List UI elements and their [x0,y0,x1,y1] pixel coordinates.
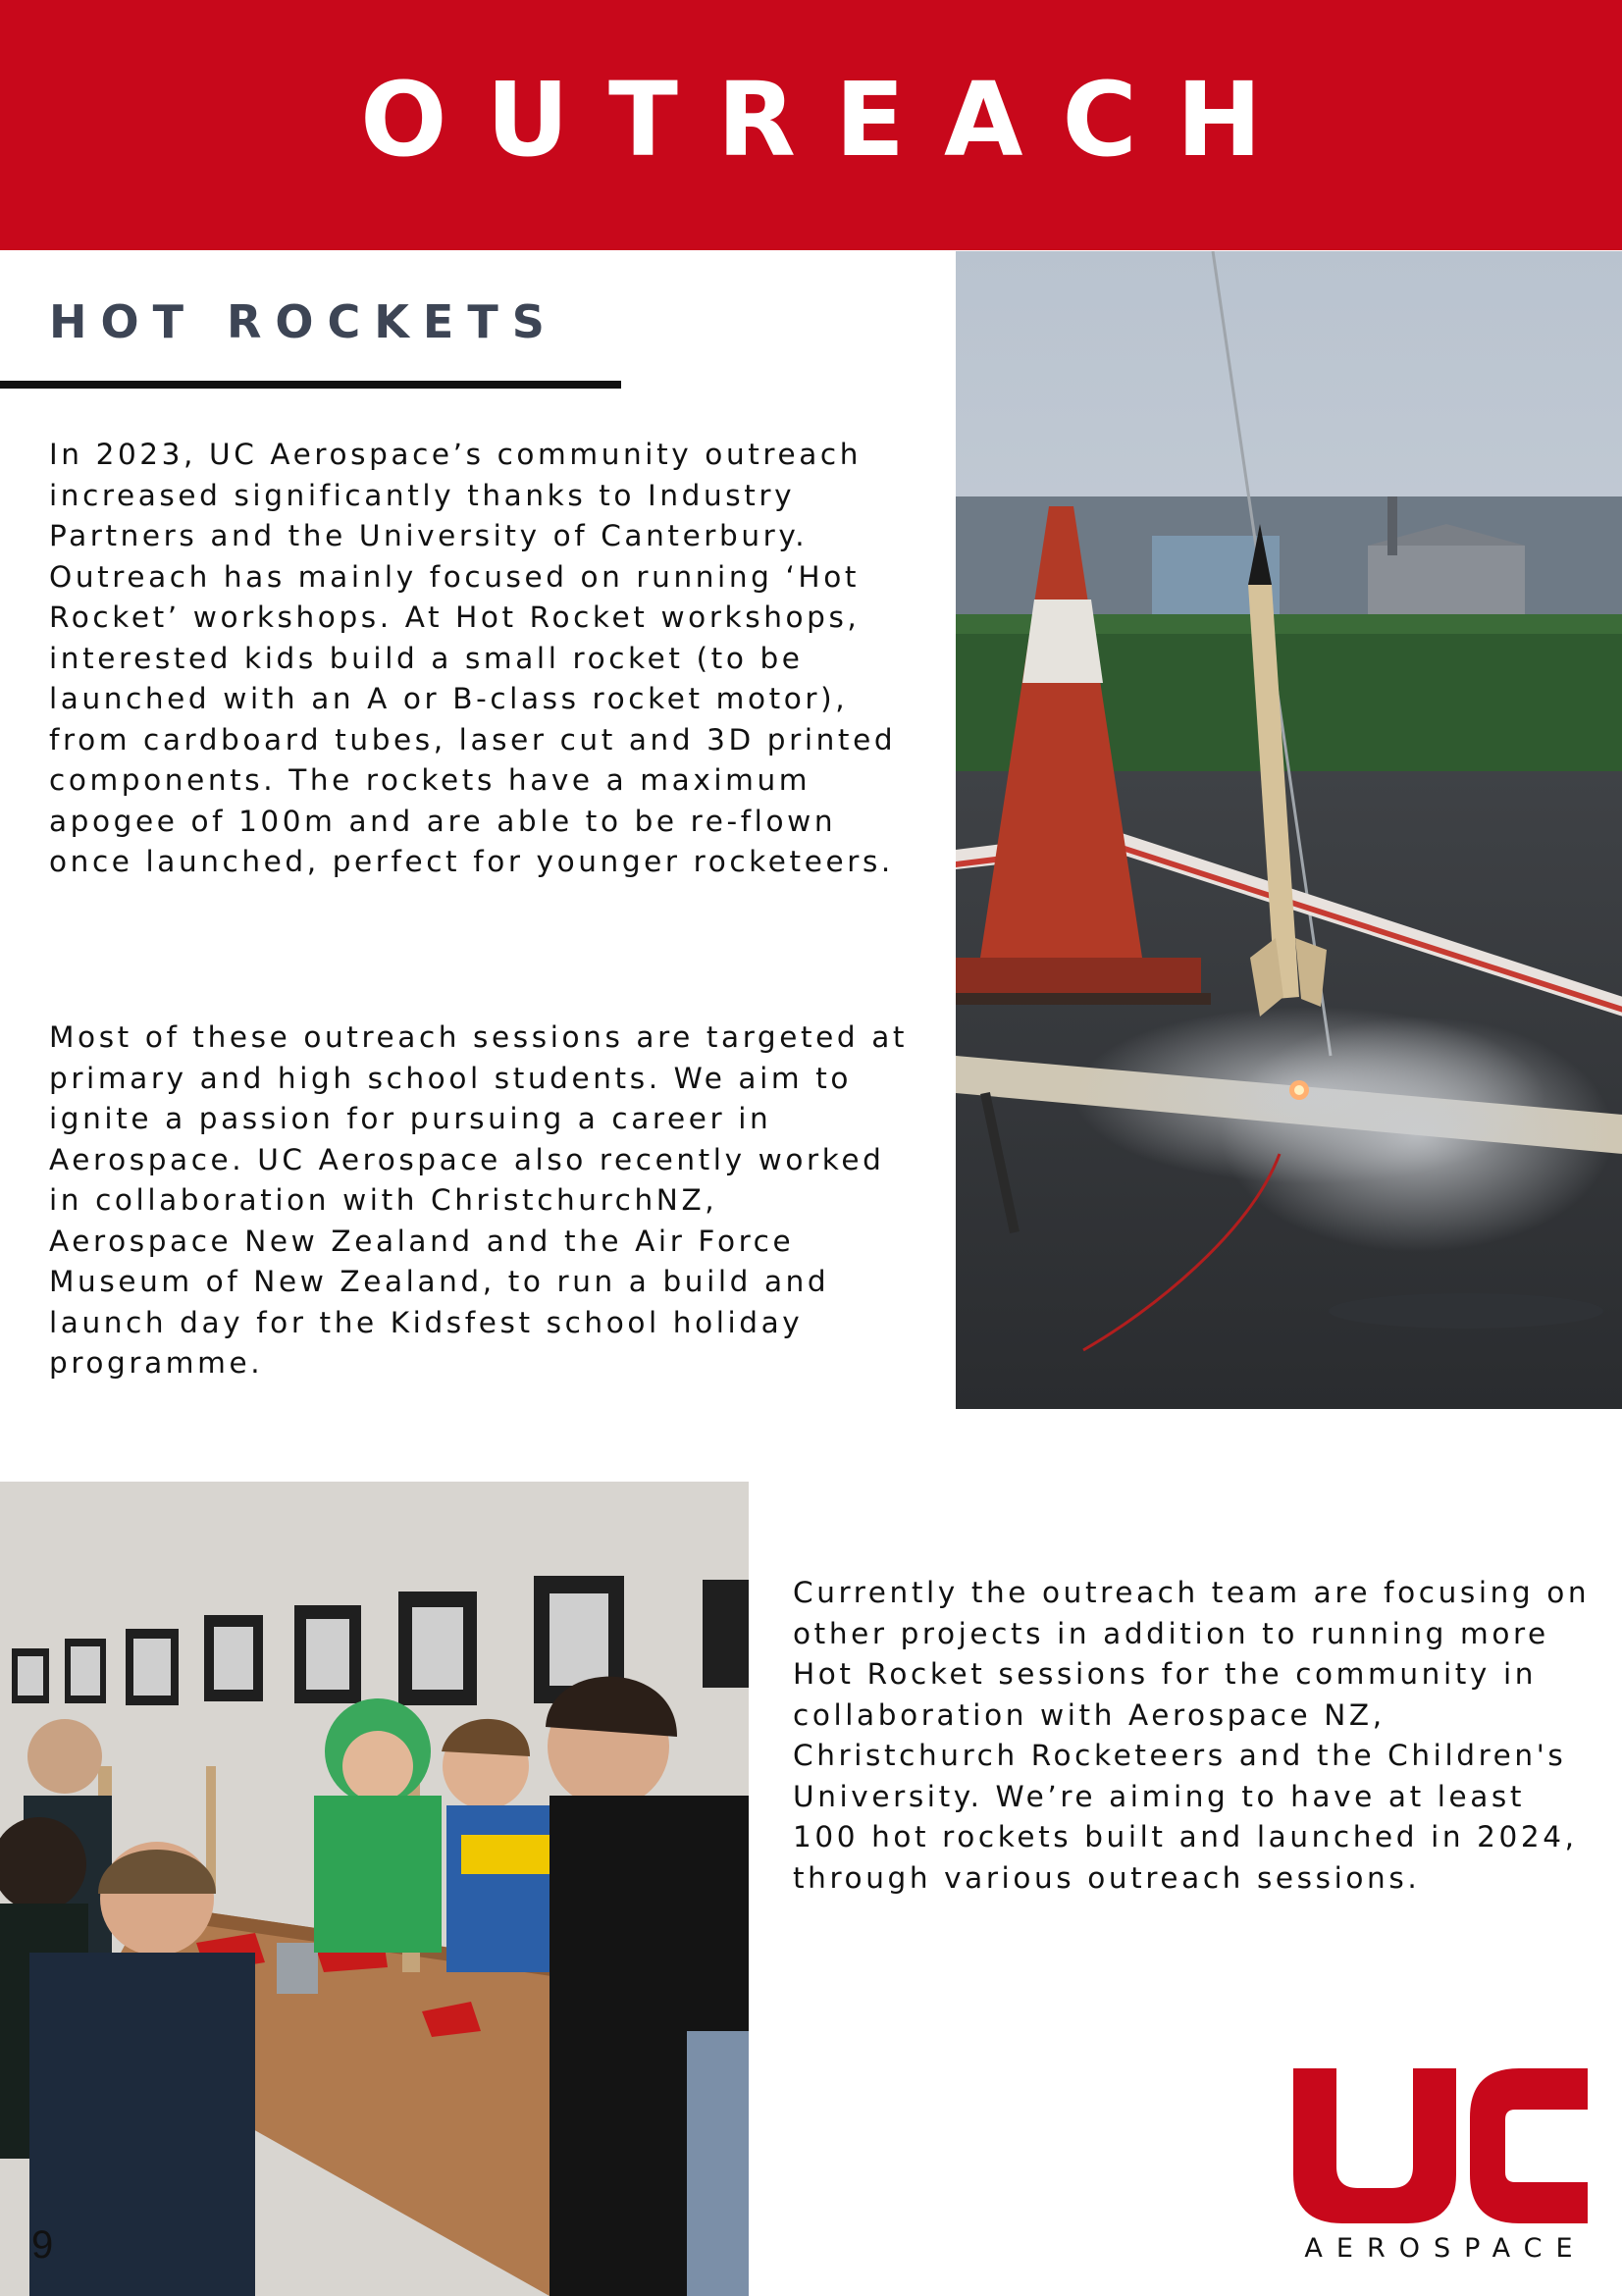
sessions-paragraph: Most of these outreach sessions are targeted at primary and high school students. We aim to ignite a passion for pursuing a career in Aerospace. UC Aerospace also recently worked in collaboration with ChristchurchNZ, Aerospace New Zealand and the Air Force Museum of New Zealand, to run a build and launch day for the Kidsfest school holiday programme. [49,1020,909,1380]
rocket-launch-photo [956,251,1622,1409]
uc-aerospace-logo [1293,2068,1597,2274]
workshop-photo [0,1482,749,2296]
logo-wordmark: AEROSPACE [1304,2233,1587,2264]
intro-paragraph: In 2023, UC Aerospace’s community outreach increased significantly thanks to Industry Partners and the University of Canterbury. Outreach has mainly focused on running ‘Hot Rocket’ workshops. At Hot Rocket workshops, interested kids build a small rocket (to be launched with an A or B-class rocket motor), from cardboard tubes, laser cut and 3D printed components. The rockets have a maximum apogee of 100m and are able to be re-flown once launched, perfect for younger rocketeers. [49,438,897,878]
rocket-launch-image [956,251,1622,1409]
current-work-paragraph: Currently the outreach team are focusing on other projects in addition to running more Hot Rocket sessions for the community in collaboration with Aerospace NZ, Christchurch Rocketeers and the Children's University. We’re aiming to have at least 100 hot rockets built and launched in 2024, through various outreach sessions. [793,1576,1591,1895]
page-number: 9 [31,2223,54,2267]
uc-logo-mark [1293,2068,1597,2230]
workshop-image [0,1482,749,2296]
page-title: OUTREACH [360,60,1301,180]
section-heading: HOT ROCKETS [49,295,558,348]
heading-underline [0,381,621,389]
title-banner [0,0,1622,250]
